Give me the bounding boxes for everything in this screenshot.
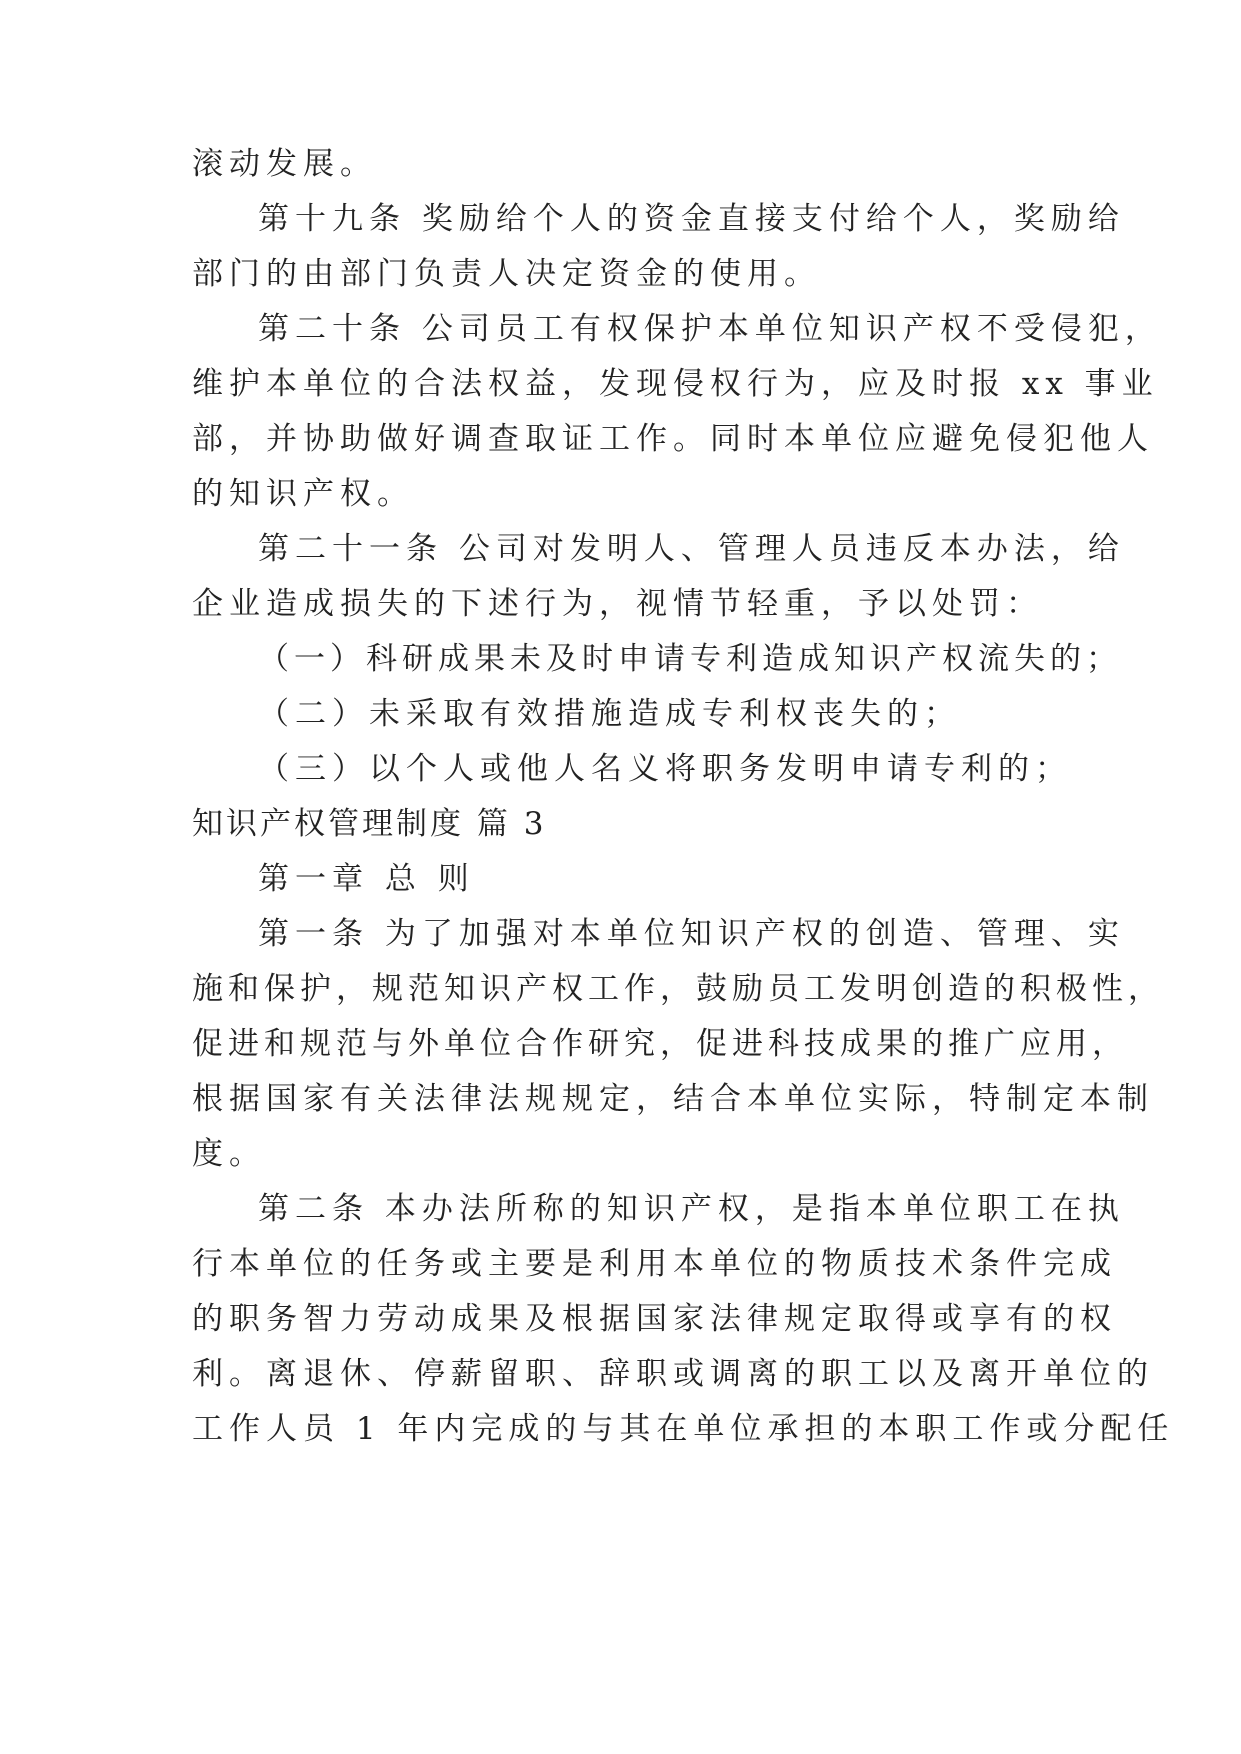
text-line: 滚动发展。 [192,146,377,182]
article-1-line: 第一条 为了加强对本单位知识产权的创造、管理、实 [258,916,1125,952]
article-20-line: 第二十条 公司员工有权保护本单位知识产权不受侵犯， [258,311,1162,347]
article-21-line: 第二十一条 公司对发明人、管理人员违反本办法，给 [258,531,1125,567]
text-line: 的知识产权。 [192,476,414,512]
list-item: （一）科研成果未及时申请专利造成知识产权流失的； [258,641,1122,677]
text-line: 度。 [192,1136,266,1172]
list-item: （二）未采取有效措施造成专利权丧失的； [258,696,961,732]
text-line: 部，并协助做好调查取证工作。同时本单位应避免侵犯他人 [192,421,1154,457]
text-line: 的职务智力劳动成果及根据国家法律规定取得或享有的权 [192,1301,1117,1337]
section-heading: 知识产权管理制度 篇 3 [192,806,547,842]
text-line: 工作人员 1 年内完成的与其在单位承担的本职工作或分配任 [192,1411,1175,1447]
text-line: 利。离退休、停薪留职、辞职或调离的职工以及离开单位的 [192,1356,1154,1392]
text-line: 部门的由部门负责人决定资金的使用。 [192,256,821,292]
text-line: 行本单位的任务或主要是利用本单位的物质技术条件完成 [192,1246,1117,1282]
text-line: 施和保护，规范知识产权工作，鼓励员工发明创造的积极性， [192,971,1164,1007]
chapter-heading: 第一章 总 则 [258,861,475,897]
article-19-line: 第十九条 奖励给个人的资金直接支付给个人，奖励给 [258,201,1125,237]
text-line: 促进和规范与外单位合作研究，促进科技成果的推广应用， [192,1026,1128,1062]
list-item: （三）以个人或他人名义将职务发明申请专利的； [258,751,1072,787]
text-line: 企业造成损失的下述行为，视情节轻重，予以处罚： [192,586,1043,622]
text-line: 维护本单位的合法权益，发现侵权行为，应及时报 xx 事业 [192,366,1159,402]
text-line: 根据国家有关法律法规规定，结合本单位实际，特制定本制 [192,1081,1154,1117]
article-2-line: 第二条 本办法所称的知识产权，是指本单位职工在执 [258,1191,1125,1227]
